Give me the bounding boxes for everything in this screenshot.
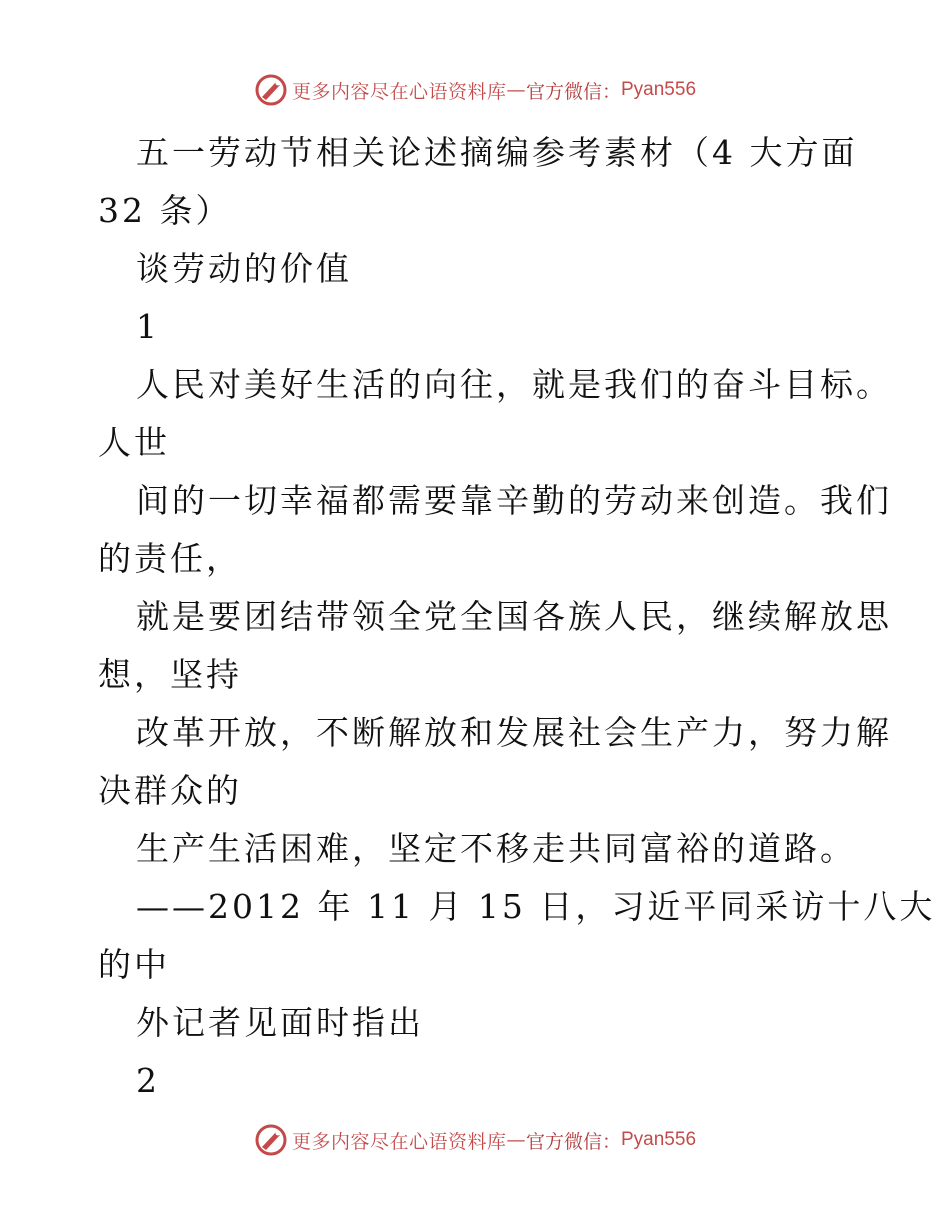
banner-contact-label: 官方微信： <box>525 1130 621 1153</box>
paragraph-line: 间的一切幸福都需要靠辛勤的劳动来创造。我们 <box>136 481 892 520</box>
paragraph-line: 决群众的 <box>98 771 242 810</box>
banner-site-text: 更多内容尽在心语资料库 <box>291 80 507 103</box>
item-number: 2 <box>136 1061 160 1100</box>
pen-logo-icon <box>254 1123 288 1157</box>
pen-logo-icon <box>254 73 288 107</box>
item-number: 1 <box>136 307 160 346</box>
citation-line: ——2012 年 11 月 15 日，习近平同采访十八大 <box>136 887 936 926</box>
banner-separator: — <box>506 1129 526 1151</box>
paragraph-line: 想，坚持 <box>98 655 242 694</box>
banner-site-text: 更多内容尽在心语资料库 <box>291 1130 507 1153</box>
paragraph-line: 生产生活困难，坚定不移走共同富裕的道路。 <box>136 829 856 868</box>
citation-line: 的中 <box>98 945 170 984</box>
header-banner <box>0 70 950 110</box>
footer-banner <box>0 1120 950 1160</box>
paragraph-line: 改革开放，不断解放和发展社会生产力，努力解 <box>136 713 892 752</box>
paragraph-line: 人世 <box>98 423 170 462</box>
citation-line: 外记者见面时指出 <box>136 1003 424 1042</box>
paragraph-line: 就是要团结带领全党全国各族人民，继续解放思 <box>136 597 892 636</box>
banner-contact-id: Pyan556 <box>621 1129 697 1150</box>
paragraph-line: 的责任， <box>98 539 242 578</box>
banner-separator: — <box>506 79 526 101</box>
banner-contact-label: 官方微信： <box>525 80 621 103</box>
banner-contact-id: Pyan556 <box>621 79 697 100</box>
section-heading: 谈劳动的价值 <box>136 249 352 288</box>
doc-title-line-1: 五一劳动节相关论述摘编参考素材（4 大方面 <box>136 133 858 172</box>
paragraph-line: 人民对美好生活的向往，就是我们的奋斗目标。 <box>136 365 892 404</box>
document-body <box>98 124 936 1110</box>
doc-title-line-2: 32 条） <box>98 191 232 230</box>
